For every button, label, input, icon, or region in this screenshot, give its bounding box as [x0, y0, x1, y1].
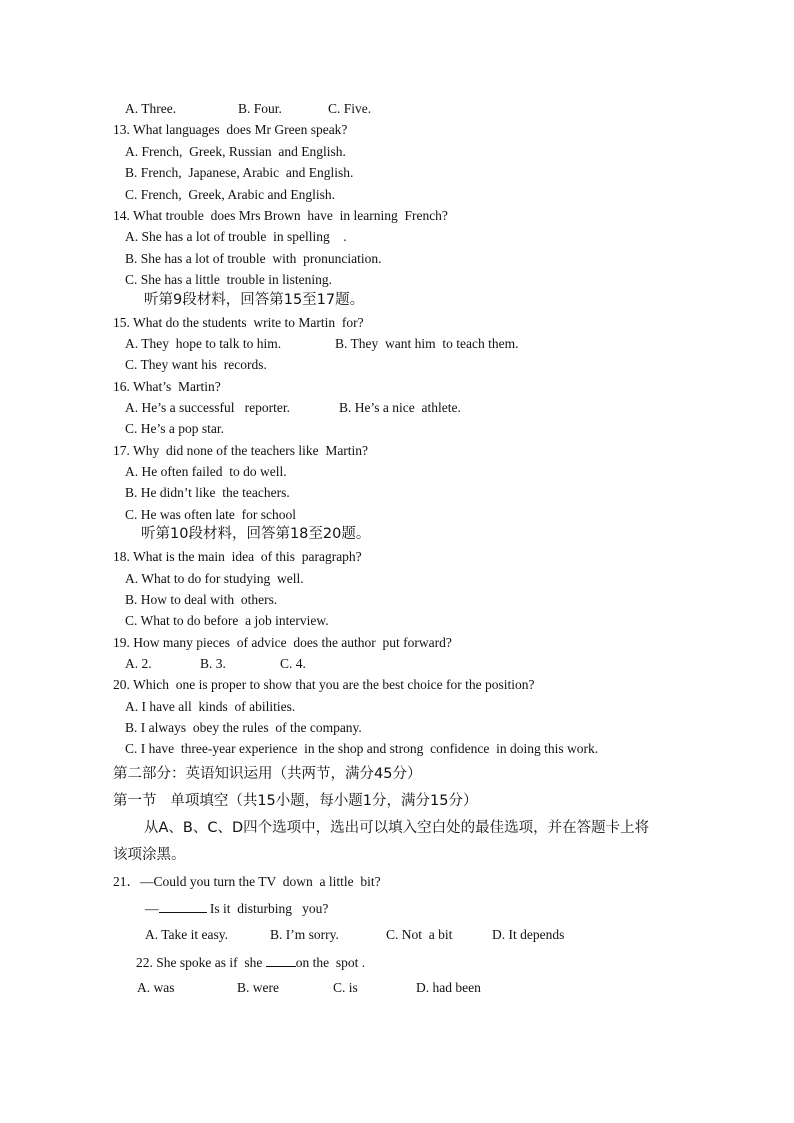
q16-stem: 16. What’s Martin?: [113, 379, 221, 394]
q20-stem: 20. Which one is proper to show that you are the best choice for the position?: [113, 677, 535, 692]
q22-option-d: D. had been: [416, 980, 481, 995]
instruction-line-2: 该项涂黑。: [113, 847, 186, 863]
section-9-heading: 听第9段材料，回答第15至17题。: [144, 292, 365, 308]
q14-option-a: A. She has a lot of trouble in spelling .: [125, 229, 347, 244]
q18-option-a: A. What to do for studying well.: [125, 571, 304, 586]
q15-option-a: A. They hope to talk to him.: [125, 336, 282, 351]
q19-stem: 19. How many pieces of advice does the author put forward?: [113, 635, 452, 650]
q19-option-b: B. 3.: [200, 656, 226, 671]
q22-stem-prefix: 22. She spoke as if she: [136, 955, 266, 970]
q15-option-b: B. They want him to teach them.: [335, 336, 519, 351]
instruction-line-1: 从A、B、C、D四个选项中，选出可以填入空白处的最佳选项，并在答题卡上将: [144, 820, 650, 836]
q20-option-c: C. I have three-year experience in the shop and strong confidence in doing this work.: [125, 741, 599, 756]
q12-option-b: B. Four.: [238, 101, 282, 116]
q20-option-a: A. I have all kinds of abilities.: [125, 699, 296, 714]
q16-option-c: C. He’s a pop star.: [125, 421, 224, 436]
q21-reply-prefix: —: [145, 901, 159, 916]
q22-option-a: A. was: [137, 980, 175, 995]
q21-option-a: A. Take it easy.: [145, 927, 229, 942]
q16-option-a: A. He’s a successful reporter.: [125, 400, 290, 415]
q12-option-a: A. Three.: [125, 101, 177, 116]
q12-option-c: C. Five.: [328, 101, 372, 116]
q13-option-b: B. French, Japanese, Arabic and English.: [125, 165, 354, 180]
q13-option-a: A. French, Greek, Russian and English.: [125, 144, 346, 159]
q18-option-c: C. What to do before a job interview.: [125, 613, 329, 628]
q15-stem: 15. What do the students write to Martin for?: [113, 315, 364, 330]
q18-option-b: B. How to deal with others.: [125, 592, 278, 607]
q21-answer-blank: [159, 900, 207, 913]
q13-stem: 13. What languages does Mr Green speak?: [113, 122, 348, 137]
q21-option-d: D. It depends: [492, 927, 565, 942]
q22-stem-suffix: on the spot .: [295, 955, 366, 970]
q17-option-c: C. He was often late for school: [125, 507, 296, 522]
q21-option-c: C. Not a bit: [386, 927, 453, 942]
section-1-heading: 第一节 单项填空（共15小题，每小题1分，满分15分）: [113, 793, 478, 809]
q20-option-b: B. I always obey the rules of the company.: [125, 720, 362, 735]
q19-option-c: C. 4.: [280, 656, 306, 671]
q22-answer-blank: [266, 954, 296, 967]
q17-option-a: A. He often failed to do well.: [125, 464, 287, 479]
q13-option-c: C. French, Greek, Arabic and English.: [125, 187, 335, 202]
q18-stem: 18. What is the main idea of this paragraph?: [113, 549, 362, 564]
q21-stem: 21．—Could you turn the TV down a little bit?: [113, 874, 381, 889]
q15-option-c: C. They want his records.: [125, 357, 267, 372]
section-10-heading: 听第10段材料，回答第18至20题。: [141, 526, 371, 542]
part-2-heading: 第二部分：英语知识运用（共两节，满分45分）: [113, 766, 422, 782]
q22-option-b: B. were: [237, 980, 279, 995]
q17-stem: 17. Why did none of the teachers like Martin?: [113, 443, 369, 458]
q21-reply-suffix: Is it disturbing you?: [206, 901, 329, 916]
q19-option-a: A. 2.: [125, 656, 152, 671]
q22-stem: [136, 954, 365, 971]
q14-option-b: B. She has a lot of trouble with pronunciation.: [125, 251, 382, 266]
q14-option-c: C. She has a little trouble in listening.: [125, 272, 332, 287]
q21-option-b: B. I’m sorry.: [270, 927, 339, 942]
q14-stem: 14. What trouble does Mrs Brown have in learning French?: [113, 208, 448, 223]
q17-option-b: B. He didn’t like the teachers.: [125, 485, 290, 500]
q21-reply: [145, 900, 328, 917]
q22-option-c: C. is: [333, 980, 358, 995]
q16-option-b: B. He’s a nice athlete.: [339, 400, 461, 415]
